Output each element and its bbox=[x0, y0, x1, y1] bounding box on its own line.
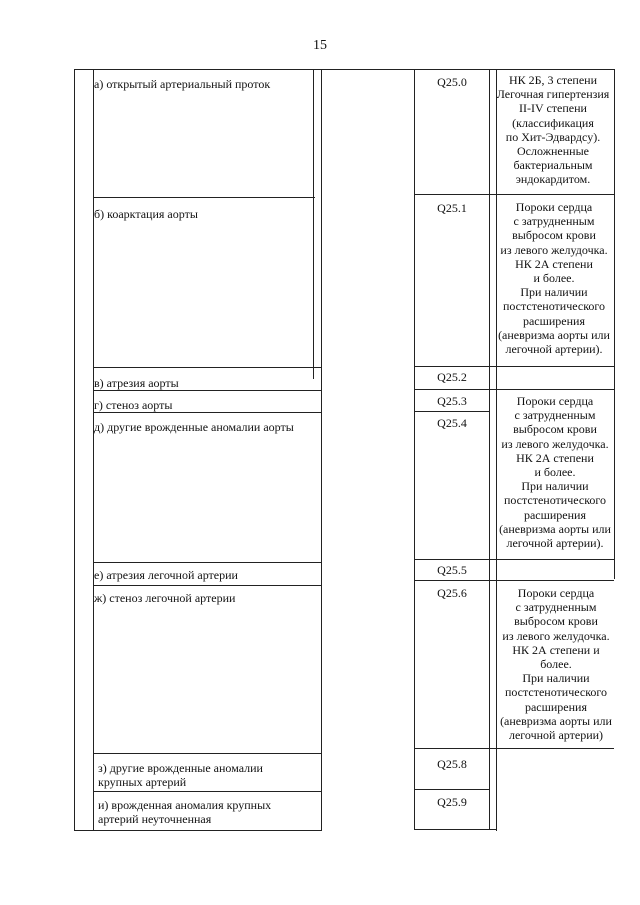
note-line: Пороки сердца bbox=[517, 586, 595, 600]
row-separator bbox=[93, 562, 321, 563]
row-separator bbox=[414, 411, 490, 412]
row-separator bbox=[414, 194, 614, 195]
table-border-bottom bbox=[74, 830, 322, 831]
note-line: расширения bbox=[522, 313, 585, 328]
icd-code-q25-9: Q25.9 bbox=[437, 795, 467, 809]
label-column-left-border bbox=[93, 69, 94, 831]
code-column-left-border bbox=[414, 69, 415, 830]
row-separator bbox=[414, 580, 614, 581]
row-label-v: в) атрезия аорты bbox=[94, 376, 179, 390]
row-separator bbox=[414, 789, 490, 790]
page-number: 15 bbox=[313, 38, 327, 53]
row-separator bbox=[414, 389, 614, 390]
note-line: расширения bbox=[523, 507, 586, 522]
note-line: по Хит-Эдвардсу). bbox=[505, 129, 601, 144]
note-line: НК 2А степени bbox=[516, 450, 594, 465]
note-line: Пороки сердца bbox=[515, 200, 593, 214]
note-line: из левого желудочка. bbox=[502, 628, 610, 643]
note-line: выбросом крови bbox=[514, 614, 598, 629]
note-line: из левого желудочка. bbox=[501, 436, 609, 451]
row-separator bbox=[93, 412, 321, 413]
row-separator bbox=[93, 197, 315, 198]
note-line: Легочная гипертензия bbox=[496, 87, 610, 102]
note-line: выбросом крови bbox=[513, 422, 597, 437]
row-label-i-line1: и) врожденная аномалия крупных bbox=[98, 798, 272, 812]
row-separator bbox=[414, 559, 614, 560]
row-label-e: е) атрезия легочной артерии bbox=[94, 568, 238, 582]
row-label-d: д) другие врожденные аномалии аорты bbox=[94, 420, 294, 434]
icd-code-q25-2: Q25.2 bbox=[437, 370, 467, 384]
row-label-b: б) коарктация аорты bbox=[94, 207, 198, 221]
note-line: постстенотического bbox=[503, 493, 607, 508]
row-label-i-line2: артерий неуточненная bbox=[98, 812, 212, 826]
note-line: эндокардитом. bbox=[515, 172, 591, 187]
icd-code-q25-6: Q25.6 bbox=[437, 586, 467, 600]
icd-code-q25-1: Q25.1 bbox=[437, 201, 467, 215]
note-line: (аневризма аорты или bbox=[499, 521, 611, 536]
note-line: постстенотического bbox=[504, 685, 608, 700]
icd-code-q25-8: Q25.8 bbox=[437, 757, 467, 771]
row-separator bbox=[414, 748, 614, 749]
icd-code-q25-3: Q25.3 bbox=[437, 394, 467, 408]
note-line: бактериальным bbox=[513, 158, 593, 173]
note-line: легочной артерии). bbox=[506, 536, 604, 551]
row-separator bbox=[93, 753, 321, 754]
note-line: расширения bbox=[524, 699, 587, 714]
label-column-right-border bbox=[313, 69, 314, 379]
row-separator bbox=[414, 366, 614, 367]
note-q25-0 bbox=[488, 73, 618, 187]
note-q25-1 bbox=[488, 200, 620, 356]
row-separator bbox=[93, 585, 321, 586]
row-label-g: г) стеноз аорты bbox=[94, 398, 173, 412]
note-line: При наличии bbox=[522, 671, 590, 686]
note-line: и более. bbox=[534, 465, 576, 480]
note-line: выбросом крови bbox=[512, 228, 596, 243]
note-line: (классификация bbox=[512, 115, 594, 130]
note-line: легочной артерии) bbox=[508, 728, 604, 743]
row-label-zh: ж) стеноз легочной артерии bbox=[94, 591, 236, 605]
note-line: НК 2А степени bbox=[515, 256, 593, 271]
row-separator bbox=[93, 367, 321, 368]
note-line: из левого желудочка. bbox=[500, 242, 608, 257]
note-line: (аневризма аорты или bbox=[498, 327, 610, 342]
table-border-bottom bbox=[414, 829, 496, 830]
note-line: с затрудненным bbox=[513, 214, 595, 229]
icd-code-q25-4: Q25.4 bbox=[437, 416, 467, 430]
note-line: Осложненные bbox=[517, 144, 589, 159]
note-line: постстенотического bbox=[502, 299, 606, 314]
note-line: При наличии bbox=[520, 285, 588, 300]
note-line: с затрудненным bbox=[514, 408, 596, 423]
row-separator bbox=[93, 390, 321, 391]
note-line: НК 2А степени и bbox=[512, 642, 600, 657]
note-line: более. bbox=[540, 657, 572, 672]
table-border-left bbox=[74, 69, 75, 831]
note-line: и более. bbox=[533, 271, 575, 286]
table-border-top bbox=[74, 69, 614, 70]
note-line: легочной артерии). bbox=[505, 342, 603, 357]
note-q25-6 bbox=[490, 586, 622, 742]
icd-code-q25-0: Q25.0 bbox=[437, 75, 467, 89]
row-label-z-line2: крупных артерий bbox=[98, 775, 187, 789]
empty-column-left-border bbox=[321, 69, 322, 830]
note-line: При наличии bbox=[521, 479, 589, 494]
note-q25-3 bbox=[488, 394, 622, 550]
row-separator bbox=[93, 791, 321, 792]
note-line: НК 2Б, 3 степени bbox=[508, 73, 598, 87]
note-line: с затрудненным bbox=[515, 600, 597, 615]
row-label-z-line1: з) другие врожденные аномалии bbox=[98, 761, 263, 775]
note-line: II-IV степени bbox=[519, 101, 587, 116]
icd-code-q25-5: Q25.5 bbox=[437, 563, 467, 577]
row-label-a: а) открытый артериальный проток bbox=[94, 77, 271, 91]
note-line: Пороки сердца bbox=[516, 394, 594, 408]
note-line: (аневризма аорты или bbox=[500, 713, 612, 728]
